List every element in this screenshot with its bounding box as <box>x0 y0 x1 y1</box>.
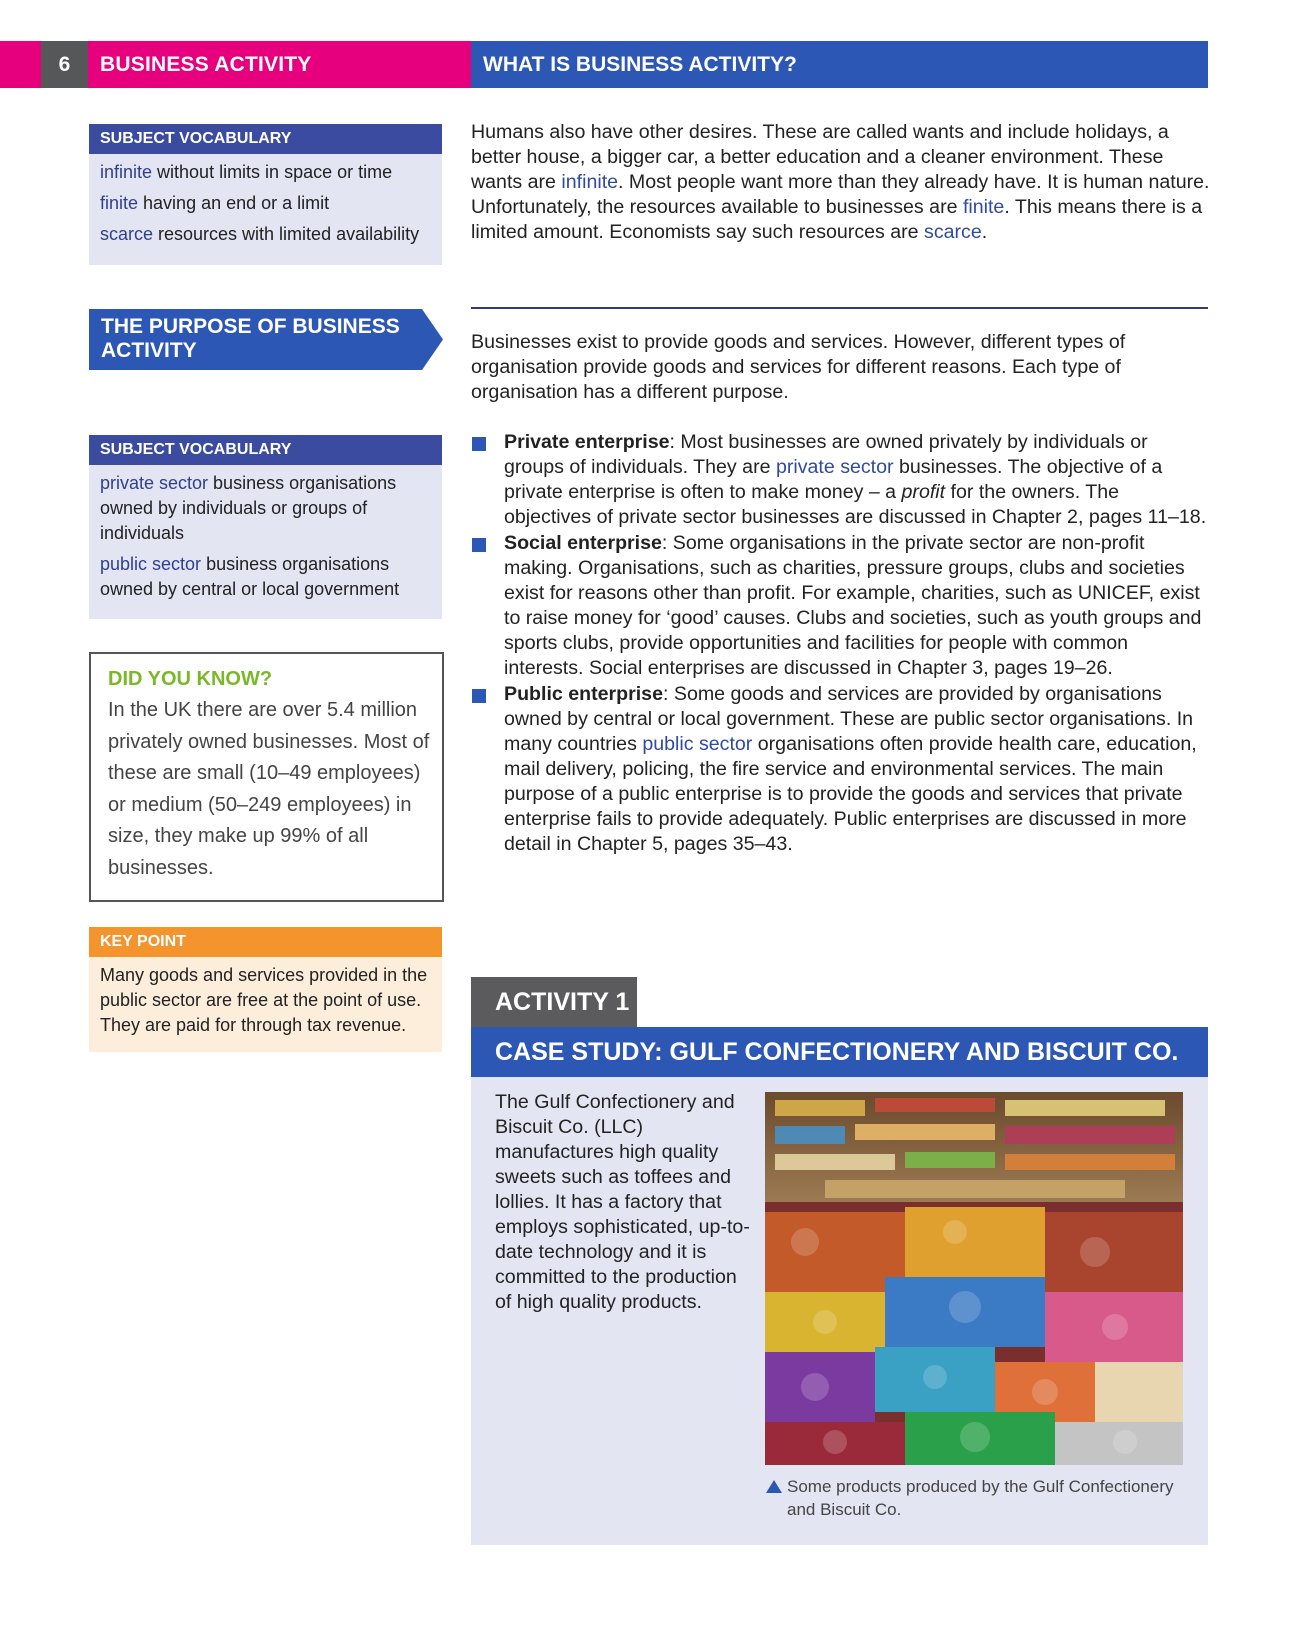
vocab-item <box>100 160 431 185</box>
vocab-item <box>100 552 431 602</box>
vocab-definition: business organisations owned by individuals or groups of individuals <box>100 473 397 543</box>
caption-triangle-icon <box>766 1480 782 1493</box>
vocab-term: public sector <box>100 554 202 574</box>
intro-text: . Most people want more than they already have. It is human nature. Unfortunately, the resources available to businesses are <box>471 171 1210 218</box>
purpose-heading-line: THE PURPOSE OF BUSINESS <box>101 315 400 338</box>
intro-text: . This means there is a limited amount. Economists say such resources are <box>471 196 1203 243</box>
vocab-definition: without limits in space or time <box>152 162 393 182</box>
vocab-definition: resources with limited availability <box>153 224 420 244</box>
bullet-title: Public enterprise <box>504 683 663 705</box>
list-item <box>471 430 1211 530</box>
subject-vocabulary-box-1 <box>89 124 442 265</box>
section-divider <box>471 307 1208 309</box>
chapter-title: BUSINESS ACTIVITY <box>88 41 471 88</box>
term-link-infinite[interactable]: infinite <box>561 171 619 193</box>
did-you-know-heading: DID YOU KNOW? <box>108 668 273 690</box>
vocab-heading: SUBJECT VOCABULARY <box>89 435 442 465</box>
case-study-text: The Gulf Confectionery and Biscuit Co. (LLC) manufactures high quality sweets such as toffees and lollies. It has a factory that employs sophisticated, up-to-date technology and it is committed to the production of high quality products. <box>495 1091 750 1313</box>
vocab-item <box>100 471 431 546</box>
did-you-know-text: In the UK there are over 5.4 million privately owned businesses. Most of these are small (10–49 employees) or medium (50–249 employees) in size, they make up 99% of all businesses. <box>108 699 430 879</box>
caption-text: Some products produced by the Gulf Confectionery and Biscuit Co. <box>787 1477 1174 1519</box>
purpose-heading-banner <box>89 309 443 370</box>
bullet-text: : Most businesses are owned privately by individuals or groups of individuals. They are <box>504 431 1148 478</box>
intro-text: Humans also have other desires. These are called wants and include holidays, a better house, a bigger car, a better education and a cleaner environment. These wants are <box>471 121 1169 193</box>
key-point-box <box>89 927 442 1052</box>
vocab-heading: SUBJECT VOCABULARY <box>89 124 442 154</box>
enterprise-bullet-list <box>471 430 1211 858</box>
purpose-paragraph: Businesses exist to provide goods and services. However, different types of organisation provide goods and services for different reasons. Each type of organisation has a different purpose. <box>471 331 1126 403</box>
bullet-square-icon <box>472 538 486 552</box>
intro-text: . <box>981 221 988 243</box>
vocab-item <box>100 222 431 247</box>
key-point-heading: KEY POINT <box>89 927 442 957</box>
vocab-definition: business organisations owned by central or local government <box>100 554 400 599</box>
section-title: WHAT IS BUSINESS ACTIVITY? <box>471 41 1208 88</box>
list-item <box>471 531 1211 681</box>
page-number: 6 <box>41 41 88 88</box>
bullet-square-icon <box>472 437 486 451</box>
case-study-body <box>471 1077 1208 1545</box>
bullet-text: businesses. The objective of a private enterprise is often to make money – a <box>504 456 1163 503</box>
bullet-text: : Some organisations in the private sector are non-profit making. Organisations, such as charities, pressure groups, clubs and societies exist for reasons other than profit. For example, charities, such as UNICEF, exist to raise money for ‘good’ causes. Clubs and societies, such as youth groups and sports clubs, provide opportunities and facilities for people with common interests. Social enterprises are discussed in Chapter 3, pages 19–26. <box>504 532 1202 679</box>
sweets-market-photo <box>765 1092 1183 1465</box>
bullet-text: for the owners. The objectives of private sector businesses are discussed in Chapter 2, pages 11–18. <box>504 481 1207 528</box>
header-magenta-strip <box>0 41 88 88</box>
vocab-term: finite <box>100 193 139 213</box>
vocab-item <box>100 191 431 216</box>
vocab-term: infinite <box>100 162 153 182</box>
subject-vocabulary-box-2 <box>89 435 442 619</box>
case-study-title: CASE STUDY: GULF CONFECTIONERY AND BISCUIT CO. <box>471 1027 1208 1077</box>
term-link-finite[interactable]: finite <box>962 196 1005 218</box>
vocab-term: scarce <box>100 224 154 244</box>
purpose-heading <box>101 315 400 363</box>
bullet-text: organisations often provide health care, education, mail delivery, policing, the fire service and environmental services. The main purpose of a public enterprise is to provide the goods and services that private enterprise fails to provide adequately. Public enterprises are discussed in more detail in Chapter 5, pages 35–43. <box>504 733 1197 855</box>
intro-paragraph <box>471 120 1211 245</box>
bullet-title: Social enterprise <box>504 532 662 554</box>
activity-tab: ACTIVITY 1 <box>471 977 637 1027</box>
term-link-private-sector[interactable]: private sector <box>775 456 894 478</box>
bullet-text: : Some goods and services are provided by organisations owned by central or local government. These are public sector organisations. In many countries <box>504 683 1194 755</box>
term-link-scarce[interactable]: scarce <box>924 221 982 243</box>
key-point-text: Many goods and services provided in the public sector are free at the point of use. They are paid for through tax revenue. <box>100 965 428 1035</box>
confectionery-image <box>765 1092 1183 1465</box>
bullet-emphasis: profit <box>901 481 946 503</box>
vocab-term: private sector <box>100 473 209 493</box>
photo-caption <box>765 1475 1185 1521</box>
term-link-public-sector[interactable]: public sector <box>642 733 753 755</box>
bullet-title: Private enterprise <box>504 431 670 453</box>
list-item <box>471 682 1211 857</box>
bullet-square-icon <box>472 689 486 703</box>
purpose-heading-line: ACTIVITY <box>101 339 197 362</box>
vocab-definition: having an end or a limit <box>138 193 330 213</box>
did-you-know-box <box>89 652 444 902</box>
